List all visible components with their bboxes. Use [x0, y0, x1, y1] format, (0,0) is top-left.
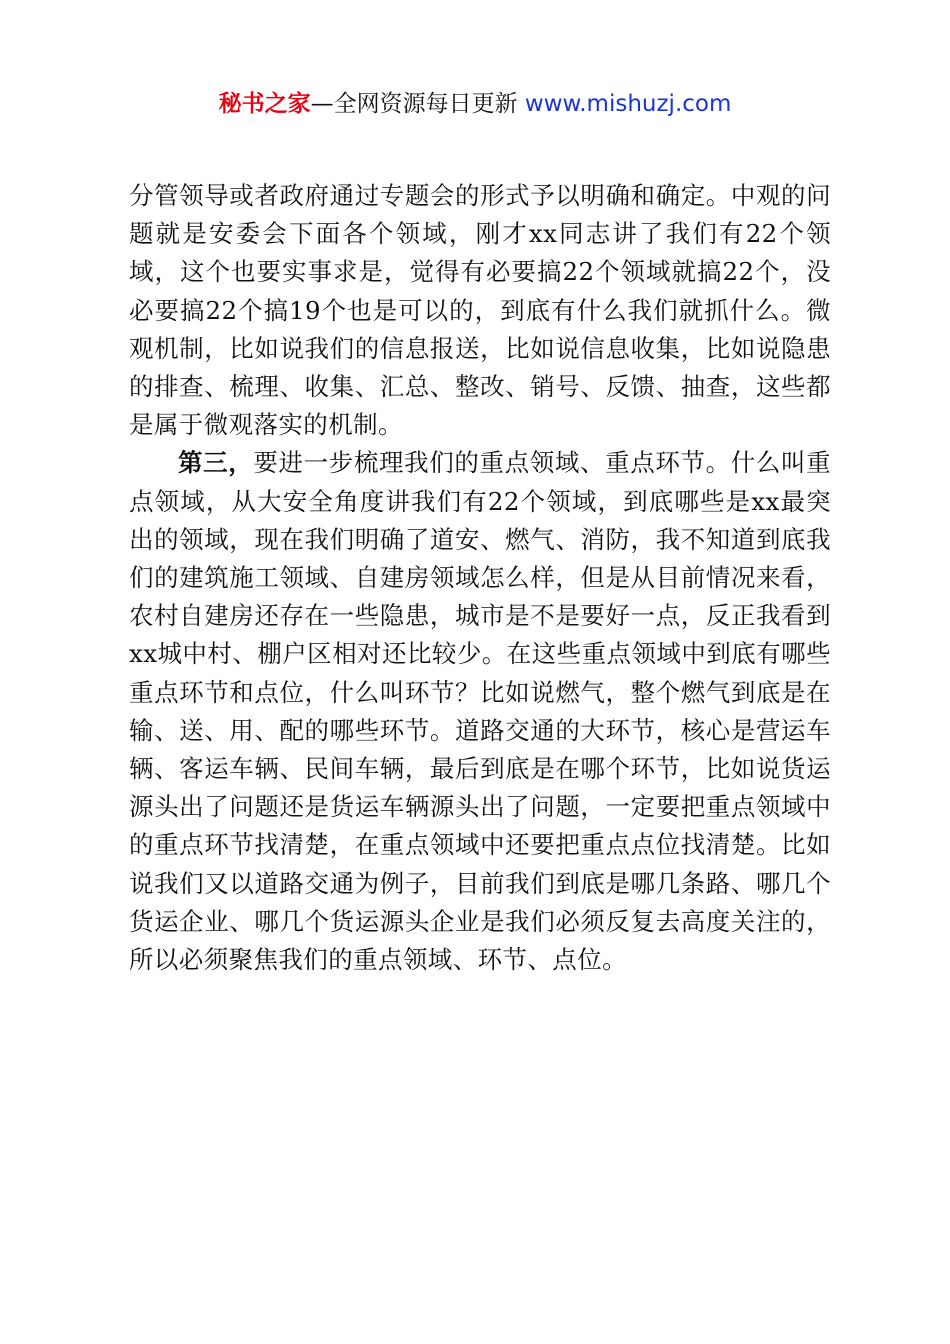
brand-name: 秘书之家 [218, 91, 311, 117]
paragraph-text: 分管领导或者政府通过专题会的形式予以明确和确定。中观的问题就是安委会下面各个领域，刚才xx同志讲了我们有22个领域，这个也要实事求是，觉得有必要搞22个领域就搞22个，没必要搞22个搞19个也是可以的，到底有什么我们就抓什么。微观机制，比如说我们的信息报送，比如说信息收集，比如说隐患的排查、梳理、收集、汇总、整改、销号、反馈、抽查，这些都是属于微观落实的机制。 [129, 181, 831, 440]
paragraph-third-point [129, 444, 831, 979]
header-tagline: —全网资源每日更新 [310, 91, 525, 117]
paragraph-lead: 第三， [178, 448, 254, 478]
paragraph-text: 要进一步梳理我们的重点领域、重点环节。什么叫重点领域，从大安全角度讲我们有22个领域，到底哪些是xx最突出的领域，现在我们明确了道安、燃气、消防，我不知道到底我们的建筑施工领域、自建房领域怎么样，但是从目前情况来看，农村自建房还存在一些隐患，城市是不是要好一点，反正我看到xx城中村、棚户区相对还比较少。在这些重点领域中到底有哪些重点环节和点位，什么叫环节？比如说燃气，整个燃气到底是在输、送、用、配的哪些环节。道路交通的大环节，核心是营运车辆、客运车辆、民间车辆，最后到底是在哪个环节，比如说货运源头出了问题还是货运车辆源头出了问题，一定要把重点领域中的重点环节找清楚，在重点领域中还要把重点点位找清楚。比如说我们又以道路交通为例子，目前我们到底是哪几条路、哪几个货运企业、哪几个货运源头企业是我们必须反复去高度关注的，所以必须聚焦我们的重点领域、环节、点位。 [129, 448, 831, 975]
document-body [129, 177, 831, 979]
header-url[interactable]: www.mishuzj.com [524, 91, 732, 117]
paragraph-continuation [129, 177, 831, 444]
page-header [0, 86, 950, 122]
